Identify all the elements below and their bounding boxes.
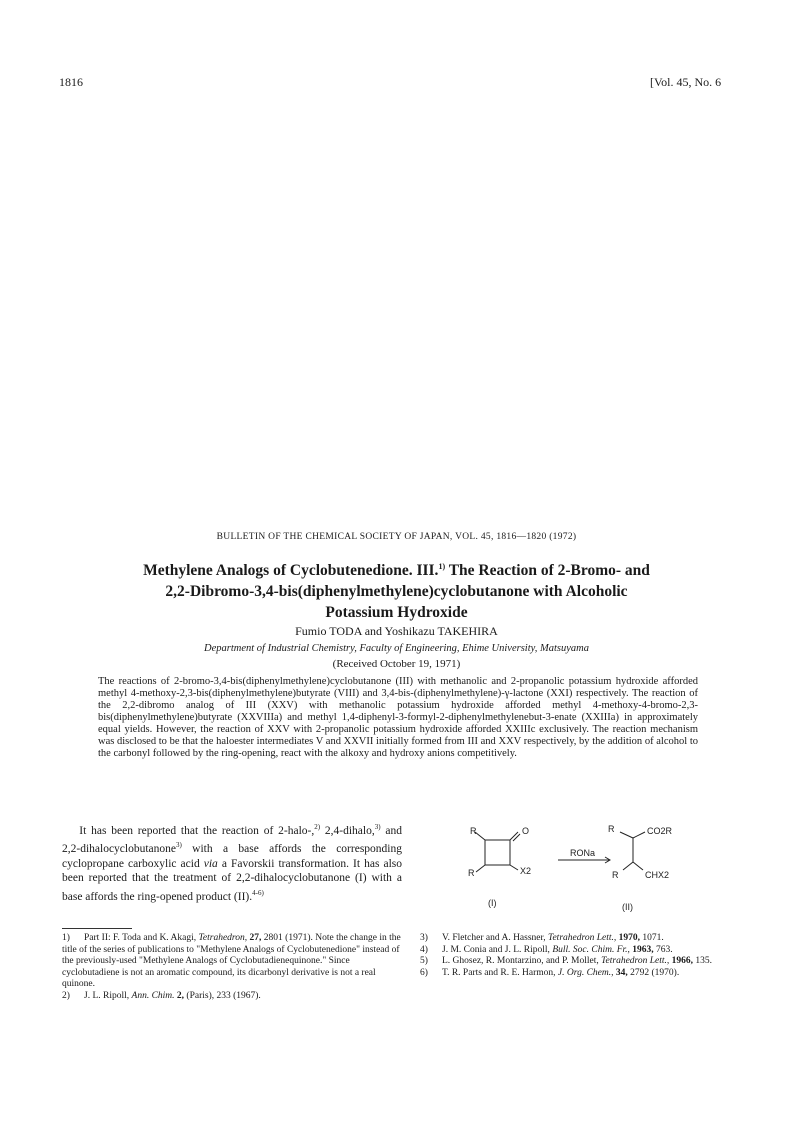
scheme-label-2: (II) [622,902,633,912]
title-line-2: 2,2-Dibromo-3,4-bis(diphenylmethylene)cyclobutanone with Alcoholic [165,583,628,601]
title-footnote-ref: 1) [438,562,446,571]
footnote-4: 4) J. M. Conia and J. L. Ripoll, Bull. Soc. Chim. Fr., 1963, 763. [420,944,673,955]
scheme-r3: R [608,824,615,834]
authors: Fumio TODA and Yoshikazu TAKEHIRA [295,624,498,638]
title-line-3: Potassium Hydroxide [325,604,468,622]
scheme-chx2: CHX2 [645,870,670,880]
paper-title [60,556,733,623]
footnote-divider [62,928,132,929]
footnote-6: 6) T. R. Parts and R. E. Harmon, J. Org. Chem., 34, 2792 (1970). [420,967,680,978]
volume-info: [Vol. 45, No. 6 [650,75,722,89]
affiliation: Department of Industrial Chemistry, Faculty of Engineering, Ehime University, Matsuyama [204,643,589,654]
scheme-x2: X2 [520,866,532,876]
scheme-oxygen: O [522,826,530,836]
title-line-1: Methylene Analogs of Cyclobutenedione. III. [143,562,439,580]
footnote-5: 5) L. Ghosez, R. Montarzino, and P. Mollet, Tetrahedron Lett., 1966, 135. [420,956,713,967]
scheme-r4: R [612,870,619,880]
footnotes-left [62,933,402,1003]
scheme-label-1: (I) [488,898,497,908]
title-line-1-cont: The Reaction of 2-Bromo- and [445,562,650,580]
scheme-reagent: RONa [570,848,596,858]
intro-paragraph: It has been reported that the reaction of 2-halo-,$^{2)}$ 2,4-dihalo,$^{3)}$ and 2,2-dihalocyclobutanone$^{3)}$ with a base affords the corresponding cyclopropane carboxylic acid via a Favorskii transformation. It has also been reported that the treatment of 2,2-dihalocyclobutanone (I) with a base affords the ring-opened product (II).$^{4-6)}$ [62,823,402,903]
abstract: The reactions of 2-bromo-3,4-bis(diphenylmethylene)cyclobutanone (III) with methanolic and 2-propanolic potassium hydroxide afforded methyl 4-methoxy-2,3-bis(diphenylmethylene)butyrate (VIII) and 3,4-bis-(diphenylmethylene)-γ-lactone (XXI) respectively. The reaction of the 2,2-dibromo analog of III (XXV) with methanolic potassium hydroxide afforded methyl 4-methoxy-4-bromo-2,3-bis(diphenylmethylene)butyrate (XXVIIIa) and methyl 1,4-diphenyl-3-formyl-2-diphenylmethylenebut-3-enate (XXIIIa) in approximately equal yields. However, the reaction of XXV with 2-propanolic potassium hydroxide afforded XXIIIc exclusively. The reaction mechanism was disclosed to be that the haloester intermediates V and XXVII initially formed from III and XXV respectively, by the addition of alcohol to the carbonyl followed by the ring-opening, react with the alkoxy and hydroxy anions competitively. [98,676,698,759]
received-date: (Received October 19, 1971) [332,658,461,670]
footnote-1: 1) Part II: F. Toda and K. Akagi, Tetrahedron, 27, 2801 (1971). Note the change in the title of the series of publications to "Methylene Analogs of Cyclobutenedione" instead of the previously-used "Methylene Analogs of Cyclobutadienequinone." Since cyclobutadiene is not an aromatic compound, its dicarbonyl derivative is not a real quinone. [62,933,401,990]
footnote-3: 3) V. Fletcher and A. Hassner, Tetrahedron Lett., 1970, 1071. [420,933,664,943]
scheme-r2: R [468,868,475,878]
scheme-co2r: CO2R [647,826,673,836]
reaction-scheme [440,810,740,922]
footnotes-right [420,933,740,979]
journal-citation-line: BULLETIN OF THE CHEMICAL SOCIETY OF JAPAN, VOL. 45, 1816—1820 (1972) [216,532,577,542]
footnote-2: 2) J. L. Ripoll, Ann. Chim. 2, (Paris), 233 (1967). [62,990,261,1001]
scheme-r1: R [470,826,477,836]
page-number: 1816 [59,75,83,89]
